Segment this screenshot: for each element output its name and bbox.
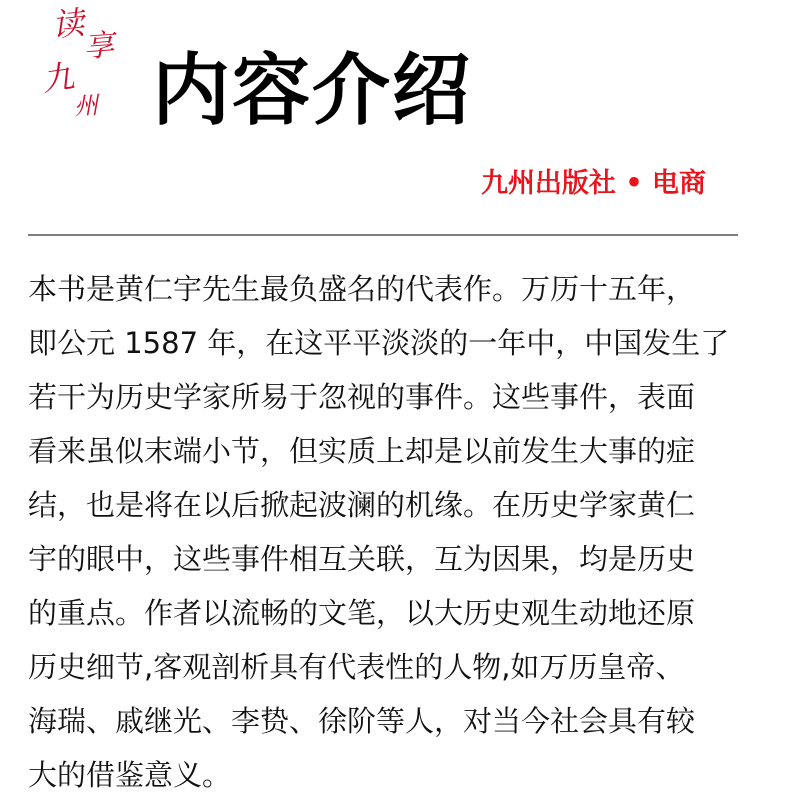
description-line: 即公元 1587 年，在这平平淡淡的一年中，中国发生了	[28, 326, 730, 360]
description-line: 的重点。作者以流畅的文笔，以大历史观生动地还原	[28, 596, 696, 630]
page-title: 内容介绍	[152, 45, 473, 136]
description-line: 若干为历史学家所易于忽视的事件。这些事件，表面	[28, 380, 696, 414]
logo-char: 九	[39, 56, 77, 100]
logo-char: 州	[73, 91, 97, 121]
description-line: 本书是黄仁宇先生最负盛名的代表作。万历十五年，	[28, 272, 696, 306]
description-body	[28, 262, 746, 802]
description-line: 看来虽似末端小节，但实质上却是以前发生大事的症	[28, 434, 696, 468]
logo-char: 享	[82, 27, 116, 66]
brand-logo	[38, 4, 128, 129]
description-line: 宇的眼中，这些事件相互关联，互为因果，均是历史	[28, 542, 696, 576]
publisher-label: 九州出版社 • 电商	[480, 168, 706, 199]
divider	[28, 234, 738, 236]
description-line: 历史细节,客观剖析具有代表性的人物,如万历皇帝、	[28, 650, 685, 684]
logo-char: 读	[50, 3, 86, 45]
description-line: 海瑞、戚继光、李贽、徐阶等人，对当今社会具有较	[28, 704, 696, 738]
description-line: 大的借鉴意义。	[28, 758, 232, 792]
description-line: 结，也是将在以后掀起波澜的机缘。在历史学家黄仁	[28, 488, 696, 522]
